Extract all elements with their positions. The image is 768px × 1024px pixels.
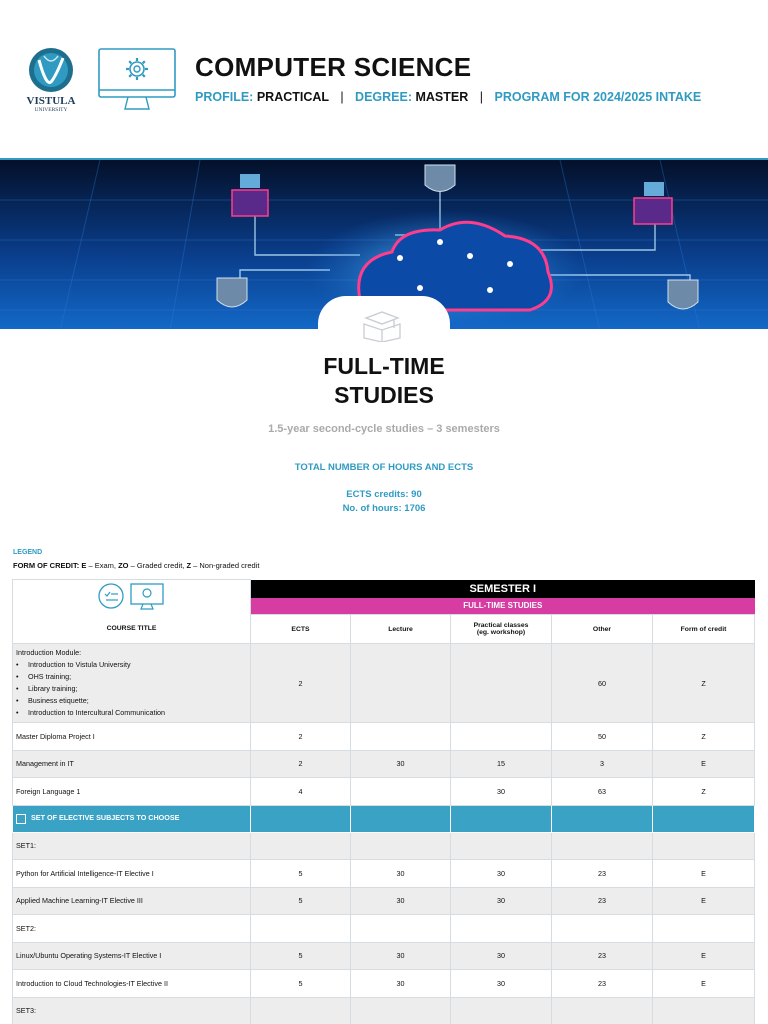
- course-name-cell: Master Diploma Project I: [13, 723, 251, 751]
- computer-settings-icon: [98, 48, 176, 112]
- separator: |: [479, 90, 483, 104]
- form-cell: E: [653, 860, 755, 888]
- ects-cell: 4: [251, 778, 351, 806]
- total-heading: TOTAL NUMBER OF HOURS AND ECTS: [294, 462, 474, 473]
- ects-cell: 2: [251, 723, 351, 751]
- legend-text: [13, 561, 259, 570]
- elective-heading: SET OF ELECTIVE SUBJECTS TO CHOOSE: [31, 813, 180, 823]
- open-book-icon: [360, 306, 404, 342]
- form-cell: E: [653, 750, 755, 778]
- table-row: [13, 860, 755, 888]
- other-cell: 60: [552, 644, 653, 723]
- ects-cell: 2: [251, 750, 351, 778]
- practical-cell: 30: [451, 778, 552, 806]
- logo-subtext: UNIVERSITY: [34, 107, 68, 112]
- form-cell: E: [653, 970, 755, 998]
- legend-e-key: E: [81, 561, 87, 570]
- form-cell: E: [653, 887, 755, 915]
- other-cell: 50: [552, 723, 653, 751]
- ects-cell: 5: [251, 942, 351, 970]
- legend-z-text: – Non-graded credit: [193, 561, 260, 570]
- table-row: [13, 750, 755, 778]
- lecture-cell: [351, 778, 451, 806]
- form-cell: Z: [653, 723, 755, 751]
- practical-header: [451, 615, 552, 644]
- ects-header: ECTS: [251, 615, 351, 644]
- other-cell: 23: [552, 860, 653, 888]
- table-row: [13, 778, 755, 806]
- set-label-row: [13, 832, 755, 860]
- set-label-row: [13, 915, 755, 943]
- degree-key: DEGREE:: [355, 90, 412, 104]
- curriculum-table: [12, 579, 755, 1024]
- ects-cell: 5: [251, 970, 351, 998]
- legend-z-key: Z: [186, 561, 192, 570]
- lecture-cell: [351, 723, 451, 751]
- other-cell: 63: [552, 778, 653, 806]
- legend-e-text: – Exam,: [88, 561, 116, 570]
- hours-total: No. of hours: 1706: [342, 503, 426, 514]
- legend-zo-text: – Graded credit,: [130, 561, 185, 570]
- set2-label: SET2:: [13, 915, 251, 943]
- course-name-cell: Management in IT: [13, 750, 251, 778]
- ects-cell: 2: [251, 644, 351, 723]
- list-item: • Introduction to Vistula University: [16, 659, 247, 671]
- program-intake: PROGRAM FOR 2024/2025 INTAKE: [494, 90, 702, 104]
- legend-zo-key: ZO: [118, 561, 129, 570]
- lecture-cell: 30: [351, 887, 451, 915]
- list-item: • Library training;: [16, 683, 247, 695]
- checklist-icon: [99, 584, 123, 608]
- lecture-cell: [351, 644, 451, 723]
- studies-section: [0, 352, 768, 435]
- list-item: • OHS training;: [16, 671, 247, 683]
- practical-cell: 30: [451, 887, 552, 915]
- other-header: Other: [552, 615, 653, 644]
- practical-header-line1: Practical classes: [473, 622, 529, 629]
- set1-label: SET1:: [13, 832, 251, 860]
- legend-form-label: FORM OF CREDIT:: [13, 561, 80, 570]
- legend-heading: LEGEND: [13, 549, 43, 556]
- set3-label: SET3:: [13, 997, 251, 1024]
- practical-cell: 15: [451, 750, 552, 778]
- ects-credits: ECTS credits: 90: [346, 489, 422, 500]
- practical-cell: 30: [451, 970, 552, 998]
- intro-module-cell: [13, 644, 251, 723]
- intro-module-title: Introduction Module:: [16, 648, 82, 657]
- elective-heading-cell: [13, 805, 251, 832]
- other-cell: 23: [552, 970, 653, 998]
- ects-cell: 5: [251, 887, 351, 915]
- practical-cell: 30: [451, 860, 552, 888]
- course-name-cell: Python for Artificial Intelligence-IT Elective I: [13, 860, 251, 888]
- semester-heading: SEMESTER I: [251, 580, 755, 598]
- list-item: • Business etiquette;: [16, 695, 247, 707]
- practical-cell: [451, 644, 552, 723]
- form-cell: E: [653, 942, 755, 970]
- ects-cell: 5: [251, 860, 351, 888]
- practical-cell: 30: [451, 942, 552, 970]
- study-mode-heading: FULL-TIME STUDIES: [251, 598, 755, 615]
- table-row: [13, 644, 755, 723]
- form-cell: Z: [653, 778, 755, 806]
- computer-gear-icon: [131, 584, 163, 609]
- other-cell: 23: [552, 942, 653, 970]
- course-name-cell: Foreign Language 1: [13, 778, 251, 806]
- separator: |: [340, 90, 344, 104]
- other-cell: 23: [552, 887, 653, 915]
- lecture-cell: 30: [351, 860, 451, 888]
- studies-title-line2: STUDIES: [334, 382, 434, 408]
- ects-summary: [0, 488, 768, 516]
- logo-text: VISTULA: [26, 95, 76, 107]
- elective-list-icon: [16, 814, 26, 824]
- elective-heading-row: [13, 805, 755, 832]
- form-header: Form of credit: [653, 615, 755, 644]
- page-header: [0, 0, 768, 158]
- profile-key: PROFILE:: [195, 90, 254, 104]
- form-cell: Z: [653, 644, 755, 723]
- table-row: [13, 942, 755, 970]
- lecture-cell: 30: [351, 942, 451, 970]
- course-name-cell: Applied Machine Learning-IT Elective III: [13, 887, 251, 915]
- course-icons: [97, 581, 167, 611]
- course-name-cell: Introduction to Cloud Technologies-IT Elective II: [13, 970, 251, 998]
- practical-cell: [451, 723, 552, 751]
- lecture-header: Lecture: [351, 615, 451, 644]
- table-row: [13, 887, 755, 915]
- program-info: [195, 90, 701, 104]
- lecture-cell: 30: [351, 970, 451, 998]
- studies-subtitle: 1.5-year second-cycle studies – 3 semesters: [268, 423, 500, 435]
- course-title-header: COURSE TITLE: [13, 615, 251, 644]
- profile-value: PRACTICAL: [256, 90, 329, 104]
- set-label-row: [13, 997, 755, 1024]
- practical-header-line2: (eg. workshop): [476, 629, 526, 636]
- studies-title-line1: FULL-TIME: [323, 353, 445, 379]
- other-cell: 3: [552, 750, 653, 778]
- degree-value: MASTER: [415, 90, 469, 104]
- table-row: [13, 970, 755, 998]
- table-row: [13, 723, 755, 751]
- list-item: • Introduction to Intercultural Communication: [16, 707, 247, 719]
- lecture-cell: 30: [351, 750, 451, 778]
- course-name-cell: Linux/Ubuntu Operating Systems-IT Elective I: [13, 942, 251, 970]
- page-title: COMPUTER SCIENCE: [195, 52, 472, 82]
- table-icons-cell: [13, 580, 251, 615]
- vistula-logo: [22, 46, 80, 112]
